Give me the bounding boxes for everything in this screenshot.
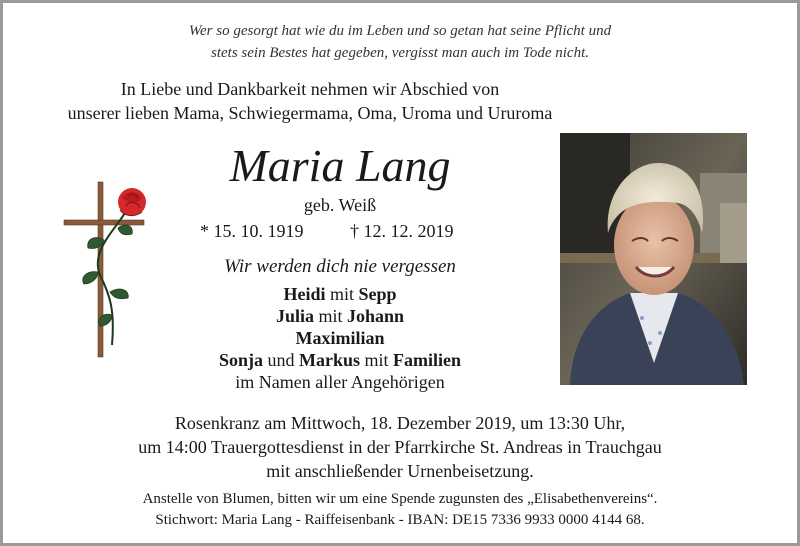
mourner-row: Sonja und Markus mit Familien [218,350,462,370]
deceased-name: Maria Lang [229,140,451,191]
intro-line: In Liebe und Dankbarkeit nehmen wir Abschied von [120,79,500,99]
intro-line: unserer lieben Mama, Schwiegermama, Oma, Uroma und Ururoma [67,103,553,123]
ceremony-details [0,411,800,483]
donation-note [0,489,800,531]
mourners-list [170,283,510,393]
quote-line: Wer so gesorgt hat wie du im Leben und so getan hat seine Pflicht und [188,23,612,39]
farewell-line: Wir werden dich nie vergessen [224,256,456,277]
death-date: † 12. 12. 2019 [350,221,454,241]
ceremony-line: Rosenkranz am Mittwoch, 18. Dezember 2019, um 13:30 Uhr, [174,413,626,433]
mourner-row: im Namen aller Angehörigen [235,372,445,392]
donation-line: Stichwort: Maria Lang - Raiffeisenbank - IBAN: DE15 7336 9933 0000 4144 68. [155,512,645,528]
memorial-quote [0,20,800,64]
birth-date: * 15. 10. 1919 [200,221,304,241]
ceremony-line: mit anschließender Urnenbeisetzung. [266,461,534,481]
intro-text [0,77,620,125]
cross-with-rose-icon [60,180,160,360]
mourner-row: Heidi mit Sepp [283,284,397,304]
donation-line: Anstelle von Blumen, bitten wir um eine Spende zugunsten des „Elisabethenvereins“. [142,491,658,507]
quote-line: stets sein Bestes hat gegeben, vergisst man auch im Tode nicht. [210,45,589,61]
mourner-row: Julia mit Johann [275,306,405,326]
portrait-photo [560,133,747,385]
ceremony-line: um 14:00 Trauergottesdienst in der Pfarrkirche St. Andreas in Trauchgau [138,437,662,457]
mourner-row: Maximilian [295,328,385,348]
birth-name: geb. Weiß [303,195,377,215]
